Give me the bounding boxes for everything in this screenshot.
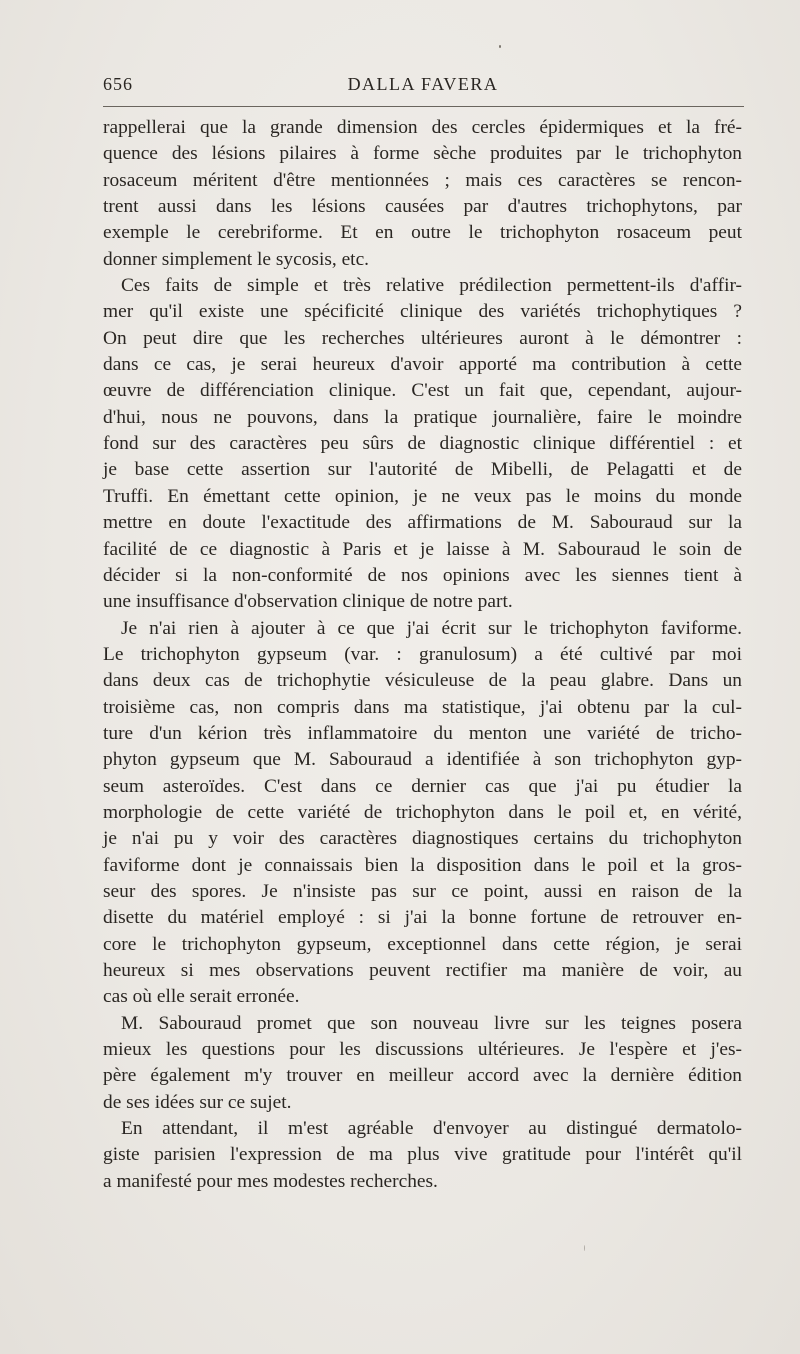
text-line: dans deux cas de trichophytie vésiculeuse de la peau glabre. Dans un bbox=[103, 670, 742, 692]
text-line: mer qu'il existe une spécificité clinique des variétés trichophytiques ? bbox=[103, 301, 742, 323]
text-line: faviforme dont je connaissais bien la disposition dans le poil et la gros- bbox=[103, 854, 742, 876]
text-line: père également m'y trouver en meilleur accord avec la dernière édition bbox=[103, 1065, 742, 1087]
text-line: phyton gypseum que M. Sabouraud a identifiée à son trichophyton gyp- bbox=[103, 749, 742, 771]
page-number: 656 bbox=[103, 74, 133, 94]
text-line: morphologie de cette variété de trichophyton dans le poil et, en vérité, bbox=[103, 801, 742, 823]
paragraph bbox=[103, 1116, 742, 1195]
text-line: Je n'ai rien à ajouter à ce que j'ai écrit sur le trichophyton faviforme. bbox=[121, 617, 742, 639]
text-line: M. Sabouraud promet que son nouveau livre sur les teignes posera bbox=[121, 1012, 742, 1034]
text-line: disette du matériel employé : si j'ai la bonne fortune de retrouver en- bbox=[103, 907, 742, 929]
text-line: de ses idées sur ce sujet. bbox=[103, 1091, 292, 1113]
page-header bbox=[103, 74, 743, 98]
text-line: fond sur des caractères peu sûrs de diagnostic clinique différentiel : et bbox=[103, 433, 742, 455]
text-line: En attendant, il m'est agréable d'envoyer au distingué dermatolo- bbox=[121, 1118, 742, 1140]
paragraph bbox=[103, 273, 742, 615]
text-line: seum asteroïdes. C'est dans ce dernier cas que j'ai pu étudier la bbox=[103, 775, 742, 797]
text-line: Truffi. En émettant cette opinion, je ne veux pas le moins du monde bbox=[103, 485, 742, 507]
text-line: quence des lésions pilaires à forme sèche produites par le trichophyton bbox=[103, 143, 742, 165]
paper-speck bbox=[584, 1245, 585, 1251]
text-line: rosaceum méritent d'être mentionnées ; mais ces caractères se rencon- bbox=[103, 169, 742, 191]
text-line: heureux si mes observations peuvent rectifier ma manière de voir, au bbox=[103, 960, 742, 981]
text-line: core le trichophyton gypseum, exceptionnel dans cette région, je serai bbox=[103, 933, 742, 955]
text-line: ture d'un kérion très inflammatoire du menton une variété de tricho- bbox=[103, 722, 742, 744]
text-line: œuvre de différenciation clinique. C'est un fait que, cependant, aujour- bbox=[103, 380, 742, 402]
text-line: je base cette assertion sur l'autorité de Mibelli, de Pelagatti et de bbox=[103, 459, 742, 481]
text-line: d'hui, nous ne pouvons, dans la pratique journalière, faire le moindre bbox=[103, 406, 742, 428]
text-line: rappellerai que la grande dimension des cercles épidermiques et la fré- bbox=[103, 117, 742, 138]
text-line: Ces faits de simple et très relative prédilection permettent-ils d'affir- bbox=[121, 275, 742, 297]
text-line: décider si la non-conformité de nos opinions avec les siennes tient à bbox=[103, 564, 742, 586]
body-text bbox=[103, 115, 742, 1195]
header-rule bbox=[103, 106, 744, 107]
text-line: On peut dire que les recherches ultérieures auront à le démontrer : bbox=[103, 327, 742, 349]
paragraph bbox=[103, 115, 742, 273]
text-line: Le trichophyton gypseum (var. : granulosum) a été cultivé par moi bbox=[103, 643, 742, 665]
text-line: a manifesté pour mes modestes recherches. bbox=[103, 1170, 438, 1192]
text-line: facilité de ce diagnostic à Paris et je laisse à M. Sabouraud le soin de bbox=[103, 538, 742, 560]
running-head: DALLA FAVERA bbox=[347, 74, 499, 94]
text-line: une insuffisance d'observation clinique de notre part. bbox=[103, 591, 513, 613]
text-line: cas où elle serait erronée. bbox=[103, 986, 300, 1008]
paragraph bbox=[103, 616, 742, 1011]
text-line: trent aussi dans les lésions causées par d'autres trichophytons, par bbox=[103, 196, 742, 218]
text-line: dans ce cas, je serai heureux d'avoir apporté ma contribution à cette bbox=[103, 354, 742, 376]
text-line: seur des spores. Je n'insiste pas sur ce point, aussi en raison de la bbox=[103, 880, 742, 902]
text-line: mieux les questions pour les discussions ultérieures. Je l'espère et j'es- bbox=[103, 1039, 742, 1061]
text-line: troisième cas, non compris dans ma statistique, j'ai obtenu par la cul- bbox=[103, 696, 742, 718]
text-line: je n'ai pu y voir des caractères diagnostiques certains du trichophyton bbox=[103, 828, 742, 850]
paragraph bbox=[103, 1011, 742, 1116]
text-line: exemple le cerebriforme. Et en outre le trichophyton rosaceum peut bbox=[103, 222, 742, 244]
paper-speck bbox=[499, 45, 501, 48]
text-line: giste parisien l'expression de ma plus vive gratitude pour l'intérêt qu'il bbox=[103, 1144, 742, 1166]
text-line: donner simplement le sycosis, etc. bbox=[103, 248, 370, 270]
text-line: mettre en doute l'exactitude des affirmations de M. Sabouraud sur la bbox=[103, 512, 742, 534]
